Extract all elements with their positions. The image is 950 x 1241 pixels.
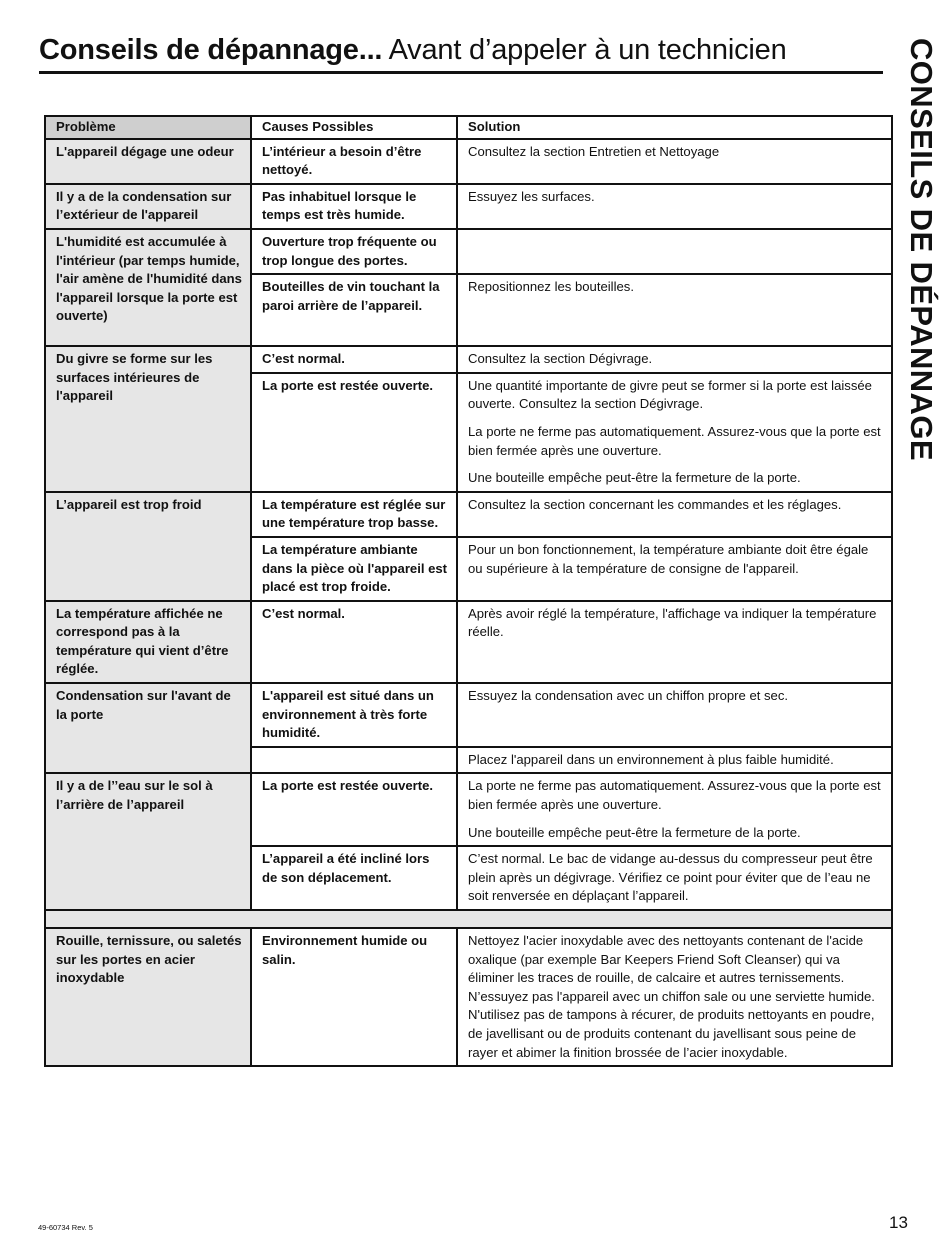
- solution-cell: Repositionnez les bouteilles.: [457, 274, 892, 346]
- table-row: [45, 346, 892, 373]
- cause-cell: L’appareil a été incliné lors de son déplacement.: [251, 846, 457, 910]
- solution-cell: Consultez la section Dégivrage.: [457, 346, 892, 373]
- page-title-regular: Avant d’appeler à un technicien: [388, 34, 787, 66]
- table-row: [45, 184, 892, 229]
- solution-cell: Après avoir réglé la température, l'affichage va indiquer la température réelle.: [457, 601, 892, 683]
- solution-cell: [457, 229, 892, 274]
- column-header-solution: Solution: [457, 116, 892, 139]
- column-header-problem: Problème: [45, 116, 251, 139]
- solution-paragraph: Une bouteille empêche peut-être la fermeture de la porte.: [468, 824, 801, 840]
- spacer-cell: [45, 910, 892, 928]
- page-title: [39, 30, 787, 70]
- table-row: [45, 601, 892, 683]
- solution-cell: Consultez la section concernant les commandes et les réglages.: [457, 492, 892, 537]
- page-number: 13: [889, 1213, 908, 1232]
- page-title-bold: Conseils de dépannage...: [39, 34, 383, 66]
- troubleshooting-table: [44, 115, 893, 1067]
- cause-cell: L’intérieur a besoin d’être nettoyé.: [251, 139, 457, 184]
- cause-cell: L'appareil est situé dans un environnement à très forte humidité.: [251, 683, 457, 747]
- solution-cell: Essuyez les surfaces.: [457, 184, 892, 229]
- problem-cell: Du givre se forme sur les surfaces intérieures de l'appareil: [45, 346, 251, 492]
- table-row: [45, 683, 892, 747]
- cause-cell: C’est normal.: [251, 601, 457, 683]
- problem-cell: Il y a de la condensation sur l’extérieur de l'appareil: [45, 184, 251, 229]
- cause-cell: C’est normal.: [251, 346, 457, 373]
- column-header-causes: Causes Possibles: [251, 116, 457, 139]
- document-code: 49-60734 Rev. 5: [38, 1223, 93, 1232]
- cause-cell: Pas inhabituel lorsque le temps est très humide.: [251, 184, 457, 229]
- solution-cell: Essuyez la condensation avec un chiffon propre et sec.: [457, 683, 892, 747]
- problem-cell: L'humidité est accumulée à l'intérieur (par temps humide, l'air amène de l'humidité dans l'appareil lorsque la porte est ouverte): [45, 229, 251, 346]
- solution-paragraph: La porte ne ferme pas automatiquement. Assurez-vous que la porte est bien fermée après une ouverture.: [468, 423, 881, 458]
- cause-cell: Bouteilles de vin touchant la paroi arrière de l’appareil.: [251, 274, 457, 346]
- solution-cell: Nettoyez l'acier inoxydable avec des nettoyants contenant de l'acide oxalique (par exemple Bar Keepers Friend Soft Cleanser) qui va éliminer les traces de rouille, de calcaire et autres ternissements. N’essuyez pas l'appareil avec un chiffon sale ou une serviette humide. N'utilisez pas de tampons à récurer, de produits nettoyants en poudre, de javellisant ou de produits contenant du javellisant sous peine de rayer et abimer la finition brossée de l’acier inoxydable.: [457, 928, 892, 1066]
- problem-cell: Rouille, ternissure, ou saletés sur les portes en acier inoxydable: [45, 928, 251, 1066]
- solution-paragraph: Une bouteille empêche peut-être la fermeture de la porte.: [468, 470, 801, 486]
- side-tab-label: CONSEILS DE DÉPANNAGE: [904, 38, 939, 461]
- cause-cell: La porte est restée ouverte.: [251, 373, 457, 492]
- cause-cell: La température ambiante dans la pièce où l'appareil est placé est trop froide.: [251, 537, 457, 601]
- problem-cell: Condensation sur l'avant de la porte: [45, 683, 251, 773]
- problem-cell: L'appareil dégage une odeur: [45, 139, 251, 184]
- table-row: [45, 928, 892, 1066]
- solution-cell: [457, 773, 892, 846]
- solution-paragraph: Une quantité importante de givre peut se former si la porte est laissée ouverte. Consultez la section Dégivrage.: [468, 377, 872, 412]
- table-header-row: [45, 116, 892, 139]
- table-row: [45, 229, 892, 274]
- solution-cell: C’est normal. Le bac de vidange au-dessus du compresseur peut être plein après un dégivrage. Vérifiez ce point pour éviter que de l’eau ne soit renversée en déplaçant l’appareil.: [457, 846, 892, 910]
- problem-cell: Il y a de l’’eau sur le sol à l’arrière de l’appareil: [45, 773, 251, 910]
- problem-cell: La température affichée ne correspond pas à la température qui vient d’être réglée.: [45, 601, 251, 683]
- solution-paragraph: La porte ne ferme pas automatiquement. Assurez-vous que la porte est bien fermée après une ouverture.: [468, 778, 881, 813]
- cause-cell: Ouverture trop fréquente ou trop longue des portes.: [251, 229, 457, 274]
- table-row: [45, 139, 892, 184]
- problem-cell: L’appareil est trop froid: [45, 492, 251, 601]
- table-row: [45, 492, 892, 537]
- cause-cell: La porte est restée ouverte.: [251, 773, 457, 846]
- cause-cell: La température est réglée sur une température trop basse.: [251, 492, 457, 537]
- solution-cell: Consultez la section Entretien et Nettoyage: [457, 139, 892, 184]
- table-spacer-row: [45, 910, 892, 928]
- solution-cell: Pour un bon fonctionnement, la température ambiante doit être égale ou supérieure à la température de consigne de l'appareil.: [457, 537, 892, 601]
- solution-cell: [457, 373, 892, 492]
- cause-cell: Environnement humide ou salin.: [251, 928, 457, 1066]
- title-rule: [39, 71, 883, 74]
- cause-cell: [251, 747, 457, 774]
- solution-cell: Placez l'appareil dans un environnement à plus faible humidité.: [457, 747, 892, 774]
- table-row: [45, 773, 892, 846]
